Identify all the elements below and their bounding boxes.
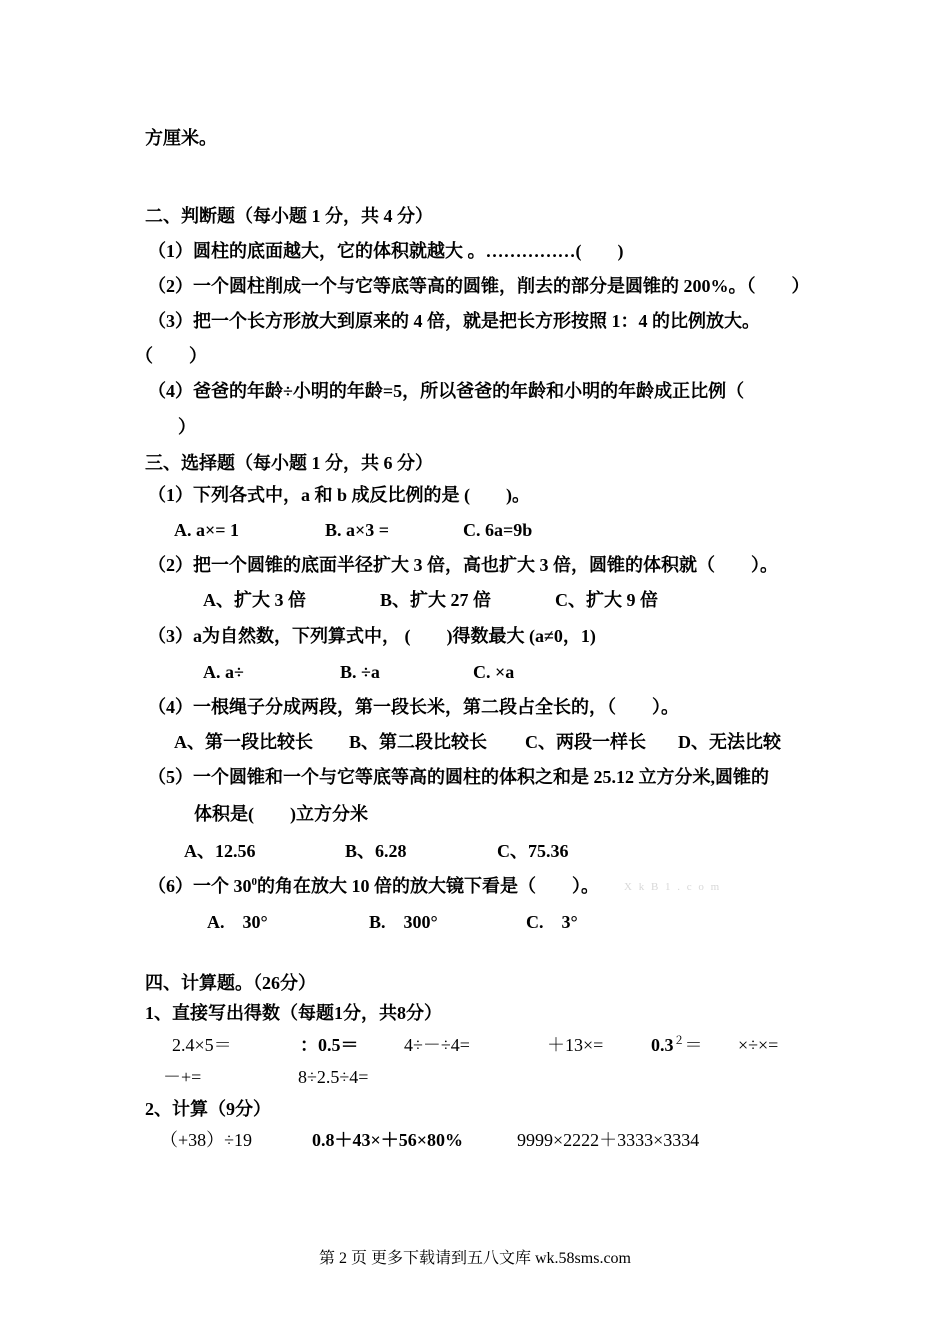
choice-question-3: （3）a为自然数，下列算式中， ( )得数最大 (a≠0，1) <box>148 626 596 646</box>
calc-item-5 <box>651 1034 703 1056</box>
judge-question-1: （1）圆柱的底面越大，它的体积就越大 。……………( ) <box>148 241 624 261</box>
section-title-calc: 四、计算题。（26分） <box>145 973 316 993</box>
choice-4-option-b: B、第二段比较长 <box>349 732 488 752</box>
watermark-text: X k B 1 . c o m <box>624 881 722 893</box>
choice-2-option-a: A、扩大 3 倍 <box>203 590 306 610</box>
calc-item-8: 8÷2.5÷4= <box>298 1067 369 1087</box>
calc-expression-2: 0.8＋43×＋56×80% <box>312 1130 464 1150</box>
judge-question-3-bracket: （ ） <box>135 346 207 366</box>
judge-question-3: （3）把一个长方形放大到原来的 4 倍，就是把长方形按照 1：4 的比例放大。 <box>148 311 760 331</box>
calc-item-3: 4÷－÷4= <box>404 1035 470 1055</box>
choice-3-option-b: B. ÷a <box>340 662 380 682</box>
choice-4-option-c: C、两段一样长 <box>525 732 646 752</box>
calc-subsection-1: 1、直接写出得数（每题1分，共8分） <box>145 1003 442 1023</box>
calc-expression-3: 9999×2222＋3333×3334 <box>517 1130 700 1150</box>
degree-superscript: 0 <box>251 876 257 888</box>
calc-item-2: ：0.5＝ <box>300 1035 359 1055</box>
section-title-choice: 三、选择题（每小题 1 分，共 6 分） <box>145 453 433 473</box>
choice-2-option-c: C、扩大 9 倍 <box>555 590 658 610</box>
choice-question-6-suffix: 的角在放大 10 倍的放大镜下看是（ ）。 <box>257 876 599 896</box>
calc-item-6: ×÷×= <box>738 1035 779 1055</box>
choice-question-2: （2）把一个圆锥的底面半径扩大 3 倍，高也扩大 3 倍，圆锥的体积就（ ）。 <box>148 555 778 575</box>
calc-item-1: 2.4×5＝ <box>172 1035 232 1055</box>
calc-expression-1: （+38）÷19 <box>160 1130 253 1150</box>
choice-1-option-c: C. 6a=9b <box>463 520 533 540</box>
judge-question-4-close: ） <box>178 417 196 437</box>
choice-3-option-c: C. ×a <box>473 662 515 682</box>
choice-6-option-c: C. 3° <box>526 912 578 932</box>
continued-text: 方厘米。 <box>145 128 217 148</box>
choice-question-5-line2: 体积是( )立方分米 <box>194 804 368 824</box>
section-title-judge: 二、判断题（每小题 1 分，共 4 分） <box>145 206 433 226</box>
choice-4-option-a: A、第一段比较长 <box>174 732 313 752</box>
choice-question-6-prefix: （6）一个 30 <box>148 876 252 896</box>
judge-question-2: （2）一个圆柱削成一个与它等底等高的圆锥，削去的部分是圆锥的 200%。（ ） <box>148 276 810 296</box>
choice-question-4: （4）一根绳子分成两段，第一段长米，第二段占全长的，（ ）。 <box>148 697 679 717</box>
choice-5-option-c: C、75.36 <box>497 841 569 861</box>
calc-item-5-equals: ＝ <box>684 1035 703 1055</box>
choice-5-option-b: B、6.28 <box>345 841 407 861</box>
choice-6-option-b: B. 300° <box>369 912 438 932</box>
choice-2-option-b: B、扩大 27 倍 <box>380 590 492 610</box>
choice-1-option-a: A. a×= 1 <box>174 520 240 540</box>
choice-5-option-a: A、12.56 <box>184 841 256 861</box>
calc-item-7: －+= <box>163 1067 202 1087</box>
choice-1-option-b: B. a×3 = <box>325 520 390 540</box>
calc-item-5-base: 0.3 <box>651 1035 674 1055</box>
calc-item-4: ＋13×= <box>547 1035 604 1055</box>
calc-subsection-2: 2、计算（9分） <box>145 1099 271 1119</box>
calc-item-5-exponent: ２ <box>673 1035 685 1047</box>
choice-3-option-a: A. a÷ <box>203 662 244 682</box>
choice-6-option-a: A. 30° <box>207 912 268 932</box>
choice-question-1: （1）下列各式中，a 和 b 成反比例的是 ( )。 <box>148 485 530 505</box>
judge-question-4: （4）爸爸的年龄÷小明的年龄=5，所以爸爸的年龄和小明的年龄成正比例（ <box>148 381 745 401</box>
choice-question-6 <box>148 875 599 897</box>
page-footer: 第 2 页 更多下载请到五八文库 wk.58sms.com <box>318 1250 631 1267</box>
choice-4-option-d: D、无法比较 <box>678 732 781 752</box>
choice-question-5-line1: （5）一个圆锥和一个与它等底等高的圆柱的体积之和是 25.12 立方分米,圆锥的 <box>148 767 769 787</box>
